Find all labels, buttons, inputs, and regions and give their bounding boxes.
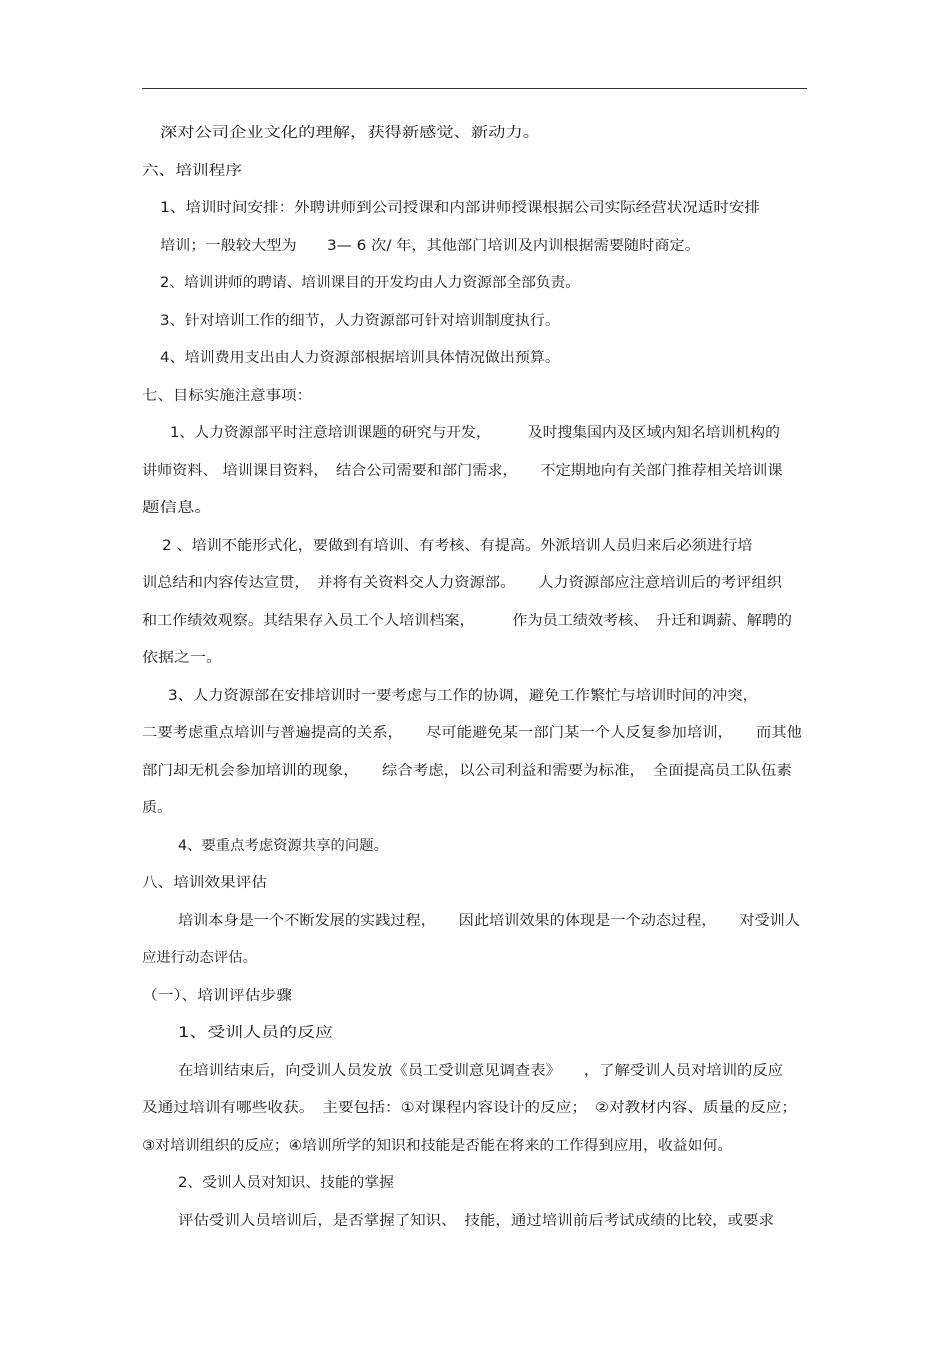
subsection-heading: （一）、培训评估步骤 xyxy=(142,988,292,1004)
text-line: 在培训结束后，向受训人员发放《员工受训意见调查表》 ，了解受训人员对培训的反应 xyxy=(178,1063,783,1079)
text-line: 及通过培训有哪些收获。 主要包括：①对课程内容设计的反应； ②对教材内容、质量的反应； xyxy=(142,1100,798,1116)
text-line: 深对公司企业文化的理解，获得新感觉、新动力。 xyxy=(160,125,540,141)
text-line: 部门却无机会参加培训的现象， 综合考虑，以公司利益和需要为标准， 全面提高员工队伍素 xyxy=(142,763,792,779)
text-line: 题信息。 xyxy=(142,500,212,516)
text-line: 2 、培训不能形式化，要做到有培训、有考核、有提高。外派培训人员归来后必须进行培 xyxy=(162,538,753,554)
section-heading: 七、目标实施注意事项： xyxy=(142,388,312,404)
text-line: 1、受训人员的反应 xyxy=(178,1025,333,1041)
text-line: 4、培训费用支出由人力资源部根据培训具体情况做出预算。 xyxy=(160,350,560,366)
text-line: 依据之一。 xyxy=(142,650,222,666)
text-line: 2、培训讲师的聘请、培训课目的开发均由人力资源部全部负责。 xyxy=(160,275,580,291)
text-line: 二要考虑重点培训与普遍提高的关系， 尽可能避免某一部门某一个人反复参加培训， 而其他 xyxy=(142,725,802,741)
header-rule xyxy=(142,88,807,89)
text-line: 3、针对培训工作的细节，人力资源部可针对培训制度执行。 xyxy=(160,313,560,329)
section-heading: 六、培训程序 xyxy=(142,163,242,179)
text-line: 讲师资料、 培训课目资料， 结合公司需要和部门需求， 不定期地向有关部门推荐相关培训课 xyxy=(142,463,783,479)
text-line: 培训本身是一个不断发展的实践过程， 因此培训效果的体现是一个动态过程， 对受训人 xyxy=(178,913,800,929)
text-line: 4、要重点考虑资源共享的问题。 xyxy=(178,838,388,854)
text-line: 应进行动态评估。 xyxy=(142,950,257,966)
text-line: 培训；一般较大型为 3— 6 次/ 年，其他部门培训及内训根据需要随时商定。 xyxy=(160,238,700,254)
text-line: 训总结和内容传达宣贯， 并将有关资料交人力资源部。 人力资源部应注意培训后的考评组织 xyxy=(142,575,782,591)
text-line: 3、人力资源部在安排培训时一要考虑与工作的协调，避免工作繁忙与培训时间的冲突， xyxy=(168,688,758,704)
text-line: 2、受训人员对知识、技能的掌握 xyxy=(178,1175,394,1191)
text-line: 质。 xyxy=(142,800,172,816)
text-line: ③对培训组织的反应；④培训所学的知识和技能是否能在将来的工作得到应用，收益如何。 xyxy=(142,1138,733,1154)
text-line: 评估受训人员培训后，是否掌握了知识、 技能，通过培训前后考试成绩的比较，或要求 xyxy=(178,1213,774,1229)
text-line: 1、培训时间安排：外聘讲师到公司授课和内部讲师授课根据公司实际经营状况适时安排 xyxy=(160,200,760,216)
text-line: 1、人力资源部平时注意培训课题的研究与开发， 及时搜集国内及区域内知名培训机构的 xyxy=(170,425,780,441)
section-heading: 八、培训效果评估 xyxy=(142,875,267,891)
text-line: 和工作绩效观察。其结果存入员工个人培训档案， 作为员工绩效考核、 升迁和调薪、解聘的 xyxy=(142,613,792,629)
